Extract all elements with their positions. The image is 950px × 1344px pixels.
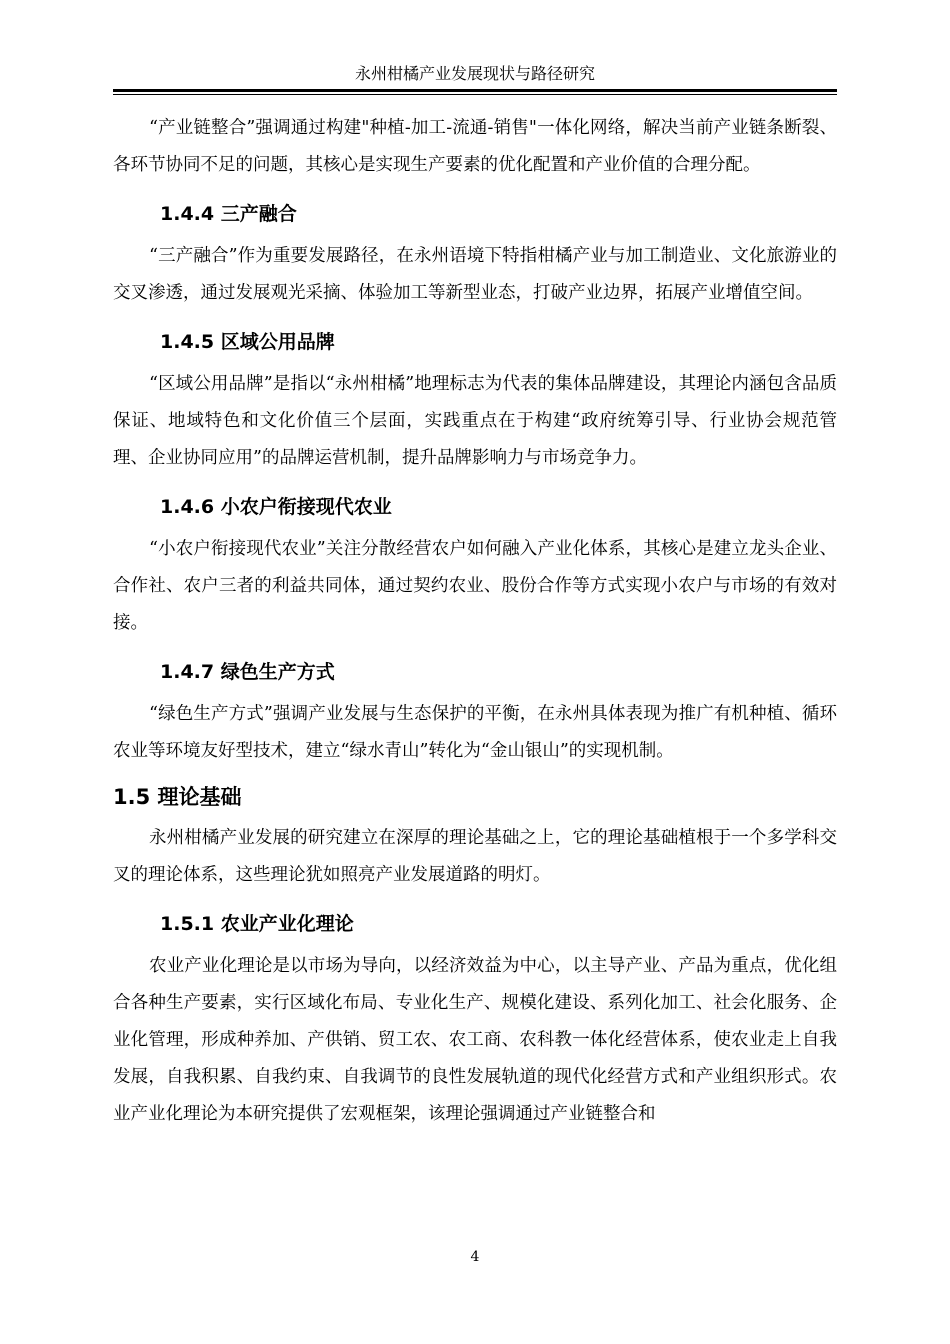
running-header: 永州柑橘产业发展现状与路径研究 bbox=[354, 64, 595, 83]
paragraph-smallholders: “小农户衔接现代农业”关注分散经营农户如何融入产业化体系，其核心是建立龙头企业、合作社、农户三者的利益共同体，通过契约农业、股份合作等方式实现小农户与市场的有效对接。 bbox=[113, 539, 837, 633]
paragraph-three-industry-fusion: “三产融合”作为重要发展路径，在永州语境下特指柑橘产业与加工制造业、文化旅游业的交叉渗透，通过发展观光采摘、体验加工等新型业态，打破产业边界，拓展产业增值空间。 bbox=[113, 246, 837, 303]
heading-1-5: 1.5 理论基础 bbox=[113, 785, 242, 809]
paragraph-regional-brand: “区域公用品牌”是指以“永州柑橘”地理标志为代表的集体品牌建设，其理论内涵包含品质保证、地域特色和文化价值三个层面，实践重点在于构建“政府统筹引导、行业协会规范管理、企业协同应用”的品牌运营机制，提升品牌影响力与市场竞争力。 bbox=[113, 374, 837, 468]
heading-1-4-5: 1.4.5 区域公用品牌 bbox=[160, 331, 335, 353]
paragraph-green-production: “绿色生产方式”强调产业发展与生态保护的平衡，在永州具体表现为推广有机种植、循环农业等环境友好型技术，建立“绿水青山”转化为“金山银山”的实现机制。 bbox=[113, 704, 837, 761]
header-rule bbox=[113, 89, 837, 92]
paragraph-industrialization-theory: 农业产业化理论是以市场为导向，以经济效益为中心，以主导产业、产品为重点，优化组合各种生产要素，实行区域化布局、专业化生产、规模化建设、系列化加工、社会化服务、企业化管理，形成种养加、产供销、贸工农、农工商、农科教一体化经营体系，使农业走上自我发展，自我积累、自我约束、自我调节的良性发展轨道的现代化经营方式和产业组织形式。农业产业化理论为本研究提供了宏观框架，该理论强调通过产业链整合和 bbox=[113, 956, 837, 1124]
heading-1-5-1: 1.5.1 农业产业化理论 bbox=[160, 913, 354, 935]
heading-1-4-6: 1.4.6 小农户衔接现代农业 bbox=[160, 496, 392, 518]
heading-1-4-7: 1.4.7 绿色生产方式 bbox=[160, 661, 335, 683]
header-rule-thin bbox=[113, 94, 837, 95]
body-content bbox=[113, 110, 837, 1133]
heading-1-4-4: 1.4.4 三产融合 bbox=[160, 203, 297, 225]
paragraph-industry-chain: “产业链整合”强调通过构建"种植-加工-流通-销售"一体化网络，解决当前产业链条断裂、各环节协同不足的问题，其核心是实现生产要素的优化配置和产业价值的合理分配。 bbox=[113, 118, 837, 175]
paragraph-theoretical-basis: 永州柑橘产业发展的研究建立在深厚的理论基础之上，它的理论基础植根于一个多学科交叉的理论体系，这些理论犹如照亮产业发展道路的明灯。 bbox=[113, 828, 837, 885]
page-number: 4 bbox=[470, 1249, 480, 1265]
